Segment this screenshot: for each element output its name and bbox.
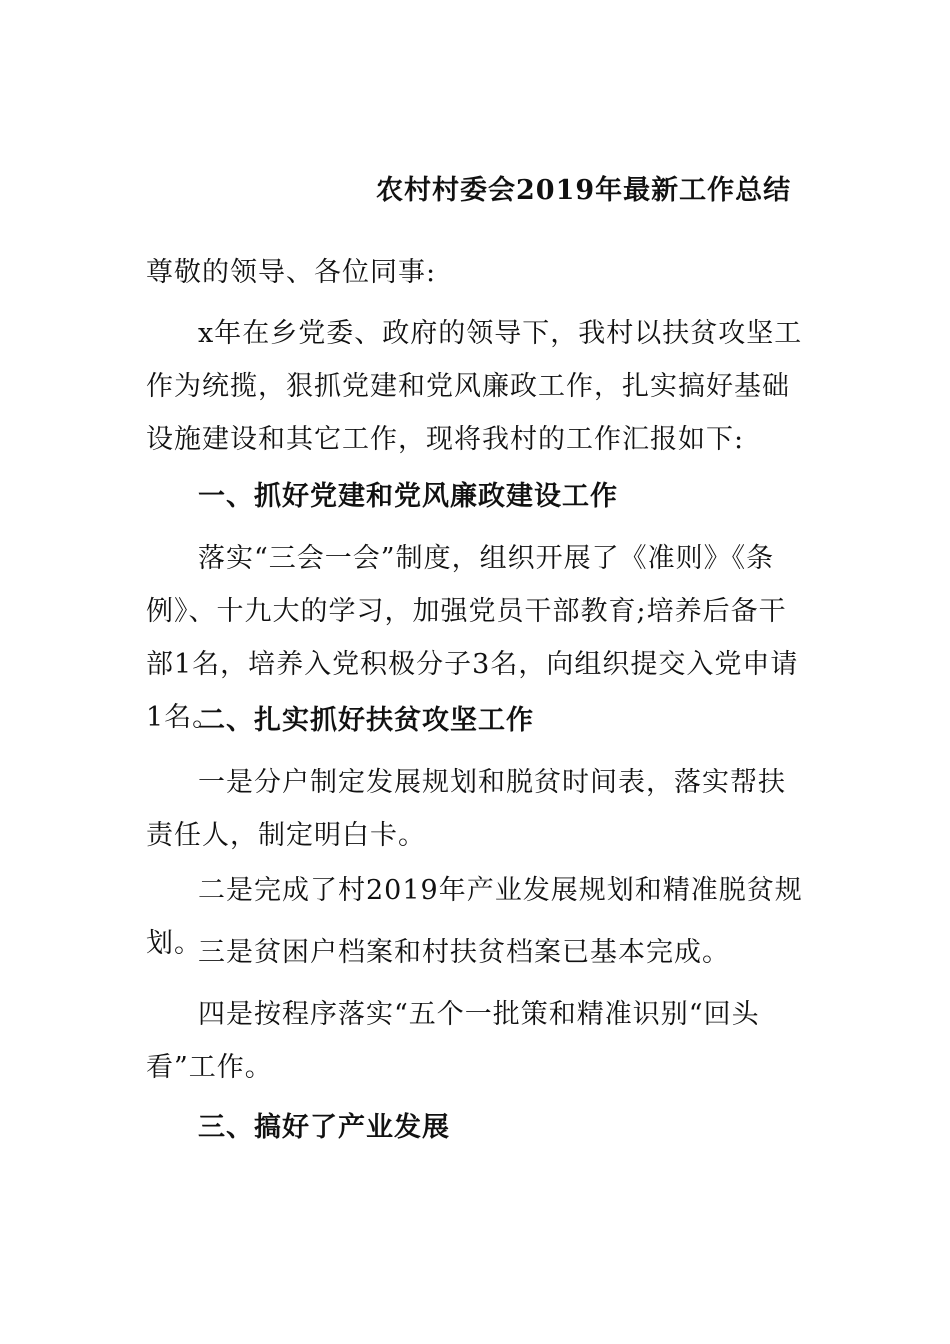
section-1-heading: 一、抓好党建和党风廉政建设工作 (198, 481, 618, 512)
salutation: 尊敬的领导、各位同事: (146, 257, 437, 288)
section-1-body: 落实“三会一会”制度，组织开展了《准则》《条例》、十九大的学习，加强党员干部教育;培养后备干部1名，培养入党积极分子3名，向组织提交入党申请1名。 (146, 543, 799, 733)
section-2-item-2: 二是完成了村2019年产业发展规划和精准脱贫规划。 (146, 875, 803, 959)
section-3-heading: 三、搞好了产业发展 (198, 1112, 450, 1143)
intro-paragraph: x年在乡党委、政府的领导下，我村以扶贫攻坚工作为统揽，狠抓党建和党风廉政工作，扎实搞好基础设施建设和其它工作，现将我村的工作汇报如下: (146, 318, 803, 455)
section-2-heading: 二、扎实抓好扶贫攻坚工作 (198, 705, 534, 736)
document-title: 农村村委会2019年最新工作总结 (376, 175, 792, 206)
section-2-item-1: 一是分户制定发展规划和脱贫时间表，落实帮扶责任人，制定明白卡。 (146, 767, 786, 851)
section-2-item-3: 三是贫困户档案和村扶贫档案已基本完成。 (198, 937, 730, 968)
section-2-item-4: 四是按程序落实“五个一批策和精准识别“回头看”工作。 (146, 999, 760, 1083)
